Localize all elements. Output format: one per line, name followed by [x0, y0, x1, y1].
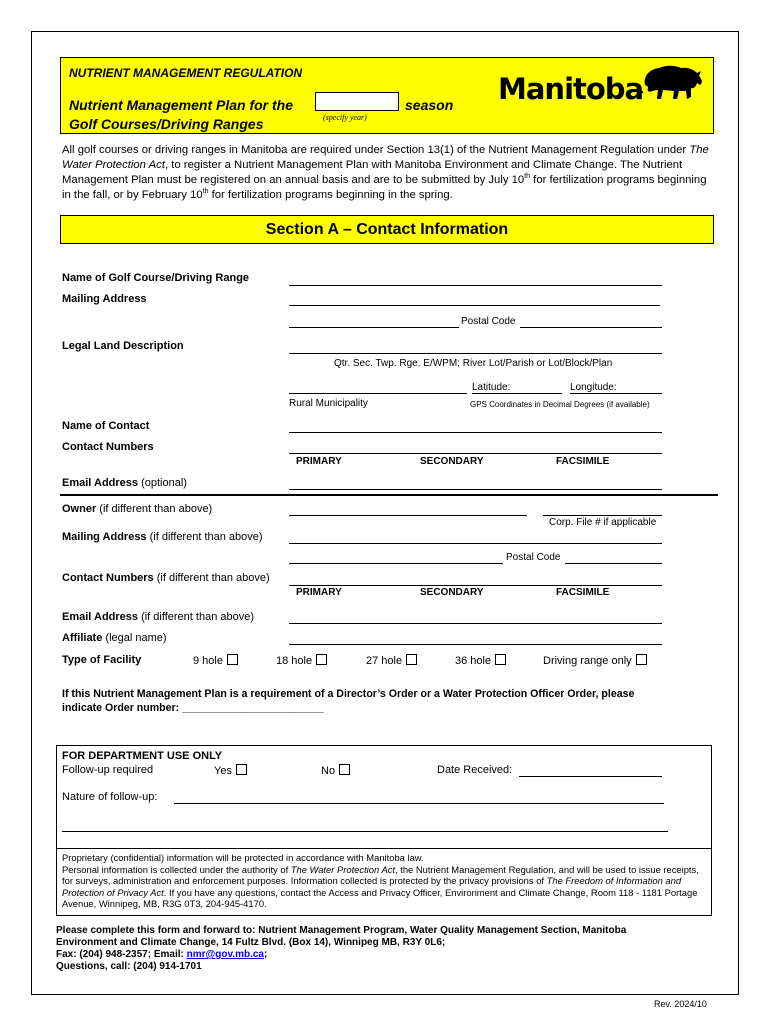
- gps-hint: GPS Coordinates in Decimal Degrees (if available): [470, 400, 650, 409]
- facility-27-hole[interactable]: [366, 654, 417, 667]
- golf-course-name-label: Name of Golf Course/Driving Range: [62, 272, 250, 284]
- latitude-label: Latitude:: [472, 382, 511, 393]
- contact-name-field[interactable]: [289, 432, 662, 433]
- mailing-address-line2-field[interactable]: [289, 327, 459, 328]
- secondary-header: SECONDARY: [420, 456, 484, 467]
- facsimile-header: FACSIMILE: [556, 456, 610, 467]
- form-title-line1: Nutrient Management Plan for the: [69, 97, 294, 113]
- owner-mailing-line2-field[interactable]: [289, 563, 503, 564]
- postal-code-field[interactable]: [520, 327, 662, 328]
- mailing-address-field[interactable]: [289, 305, 660, 306]
- followup-yes[interactable]: [214, 764, 247, 777]
- footer-line2: Environment and Climate Change, 14 Fultz Blvd. (Box 14), Winnipeg MB, R3Y 0L6;: [56, 937, 446, 948]
- postal-code-label: Postal Code: [461, 316, 516, 327]
- owner-email-field[interactable]: [289, 623, 662, 624]
- facility-driving-range-checkbox[interactable]: [636, 654, 647, 665]
- mailing-address-label: Mailing Address: [62, 293, 147, 305]
- longitude-field[interactable]: [570, 393, 662, 394]
- legal-land-field[interactable]: [289, 353, 662, 354]
- owner-postal-label: Postal Code: [506, 552, 561, 563]
- contact-numbers-label: Contact Numbers: [62, 441, 154, 453]
- facility-9-hole-label: 9 hole: [193, 655, 223, 667]
- intro-sup-2: th: [202, 188, 209, 196]
- owner-contact-text: Contact Numbers: [62, 572, 154, 584]
- owner-mailing-field[interactable]: [289, 543, 662, 544]
- facility-driving-range-label: Driving range only: [543, 655, 632, 667]
- followup-yes-label: Yes: [214, 765, 232, 777]
- facility-18-hole-checkbox[interactable]: [316, 654, 327, 665]
- rural-municipality-field[interactable]: [289, 393, 467, 394]
- followup-required-label: Follow-up required: [62, 764, 154, 776]
- rural-municipality-label: Rural Municipality: [289, 398, 368, 409]
- legal-land-hint: Qtr. Sec. Twp. Rge. E/WPM; River Lot/Parish or Lot/Block/Plan: [334, 358, 613, 369]
- affiliate-text: Affiliate: [62, 632, 103, 644]
- nature-followup-label: Nature of follow-up:: [62, 791, 158, 803]
- privacy-notice: [62, 852, 708, 910]
- owner-contact-if-different: (if different than above): [156, 572, 270, 584]
- privacy-text-a: Personal information is collected under the authority of: [62, 863, 291, 875]
- form-title-line2: Golf Courses/Driving Ranges: [69, 116, 264, 132]
- season-year-input[interactable]: [315, 92, 399, 111]
- season-label: season: [405, 97, 454, 113]
- intro-sup-1: th: [524, 173, 531, 181]
- nature-followup-line2-field[interactable]: [62, 831, 668, 832]
- owner-mailing-text: Mailing Address: [62, 531, 147, 543]
- footer-line1: Please complete this form and forward to: Nutrient Management Program, Water Quality Management Section, Manitoba: [56, 925, 627, 936]
- owner-contact-label: [62, 572, 270, 584]
- intro-text-3: for fertilization programs beginning in the fall, or by February 10: [62, 174, 707, 201]
- footer-fax: Fax: (204) 948-2357; Email:: [56, 949, 187, 960]
- owner-contact-field[interactable]: [289, 585, 662, 586]
- footer-questions: Questions, call: (204) 914-1701: [56, 961, 202, 972]
- footer-email-suffix: ;: [263, 949, 268, 960]
- legal-land-label: Legal Land Description: [62, 340, 184, 352]
- intro-act: The Water Protection Act: [62, 144, 709, 171]
- primary-header: PRIMARY: [296, 456, 342, 467]
- owner-field[interactable]: [289, 515, 527, 516]
- date-received-label: Date Received:: [437, 764, 513, 776]
- section-a-title: Section A – Contact Information: [60, 215, 714, 244]
- owner-secondary-header: SECONDARY: [420, 587, 484, 598]
- followup-no[interactable]: [321, 764, 350, 777]
- revision-label: Rev. 2024/10: [654, 999, 707, 1009]
- email-optional: (optional): [141, 477, 187, 489]
- owner-email-if-different: (if different than above): [141, 611, 254, 623]
- facility-driving-range[interactable]: [543, 654, 647, 667]
- order-text-line2[interactable]: indicate Order number: ________________________: [62, 702, 324, 714]
- email-field[interactable]: [289, 489, 662, 490]
- corp-file-label: Corp. File # if applicable: [549, 517, 657, 528]
- privacy-line1: Proprietary (confidential) information will be protected in accordance with Manitoba law.: [62, 852, 424, 863]
- owner-mailing-if-different: (if different than above): [149, 531, 263, 543]
- owner-facsimile-header: FACSIMILE: [556, 587, 610, 598]
- privacy-act2: The Freedom of Information and Protection of Privacy Act: [62, 875, 682, 898]
- manitoba-logo: Manitoba: [498, 72, 644, 106]
- footer-fax-email: [56, 949, 716, 961]
- intro-text-1: All golf courses or driving ranges in Manitoba are required under Section 13(1) of the Nutrient Management Regulation under: [62, 144, 690, 156]
- header-box: [60, 57, 714, 134]
- department-divider: [56, 848, 712, 849]
- facility-18-hole-label: 18 hole: [276, 655, 313, 667]
- owner-if-different: (if different than above): [99, 503, 213, 515]
- owner-email-label: [62, 611, 254, 623]
- intro-text-2: , to register a Nutrient Management Plan with Manitoba Environment and Climate Change. The Nutrient Management Plan must be registered on an annual basis and are to be submitted by July 10: [62, 159, 683, 186]
- privacy-paragraph: [62, 864, 708, 910]
- corp-file-field[interactable]: [543, 515, 662, 516]
- contact-numbers-field[interactable]: [289, 453, 662, 454]
- owner-postal-field[interactable]: [565, 563, 662, 564]
- owner-primary-header: PRIMARY: [296, 587, 342, 598]
- privacy-text-c: . If you have any questions, contact the Access and Privacy Officer, Environment and Climate Change, Room 118 - 1181 Portage Avenue, Winnipeg, MB, R3G 0T3, 204-945-4170.: [62, 886, 698, 910]
- intro-text-4: for fertilization programs beginning in the spring.: [208, 189, 453, 201]
- facility-type-label: Type of Facility: [62, 654, 142, 666]
- facility-36-hole-checkbox[interactable]: [495, 654, 506, 665]
- facility-27-hole-checkbox[interactable]: [406, 654, 417, 665]
- facility-18-hole[interactable]: [276, 654, 327, 667]
- affiliate-label: [62, 632, 167, 644]
- followup-yes-checkbox[interactable]: [236, 764, 247, 775]
- regulation-title: NUTRIENT MANAGEMENT REGULATION: [69, 66, 303, 80]
- affiliate-legal-name: (legal name): [105, 632, 167, 644]
- affiliate-field[interactable]: [289, 644, 662, 645]
- followup-no-label: No: [321, 765, 336, 777]
- facility-9-hole[interactable]: [193, 654, 238, 667]
- bison-icon: [639, 63, 705, 105]
- facility-9-hole-checkbox[interactable]: [227, 654, 238, 665]
- contact-name-label: Name of Contact: [62, 420, 150, 432]
- nature-followup-field[interactable]: [174, 803, 664, 804]
- golf-course-name-field[interactable]: [289, 285, 662, 286]
- privacy-act: The Water Protection Act: [290, 863, 395, 875]
- submission-instructions: [56, 925, 716, 973]
- email-label: [62, 477, 187, 489]
- facility-36-hole-label: 36 hole: [455, 655, 492, 667]
- specify-year-hint: (specify year): [323, 113, 367, 122]
- email-label-text: Email Address: [62, 477, 139, 489]
- facility-27-hole-label: 27 hole: [366, 655, 403, 667]
- footer-email-link[interactable]: nmr@gov.mb.ca: [186, 949, 264, 960]
- date-received-field[interactable]: [519, 776, 662, 777]
- owner-email-text: Email Address: [62, 611, 139, 623]
- owner-mailing-label: [62, 531, 263, 543]
- intro-paragraph: [62, 143, 712, 203]
- order-text-line1: If this Nutrient Management Plan is a requirement of a Director’s Order or a Water Protection Officer Order, please: [62, 688, 635, 700]
- latitude-field[interactable]: [472, 393, 562, 394]
- followup-no-checkbox[interactable]: [339, 764, 350, 775]
- longitude-label: Longitude:: [570, 382, 617, 393]
- section-divider: [60, 494, 718, 496]
- facility-36-hole[interactable]: [455, 654, 506, 667]
- privacy-text-b: , the Nutrient Management Regulation, and will be used to issue receipts, for surveys, administration and enforcement purposes. Information collected is protected by the privacy provisions of: [62, 863, 699, 887]
- owner-label: [62, 503, 212, 515]
- owner-label-text: Owner: [62, 503, 97, 515]
- department-title: FOR DEPARTMENT USE ONLY: [62, 750, 223, 762]
